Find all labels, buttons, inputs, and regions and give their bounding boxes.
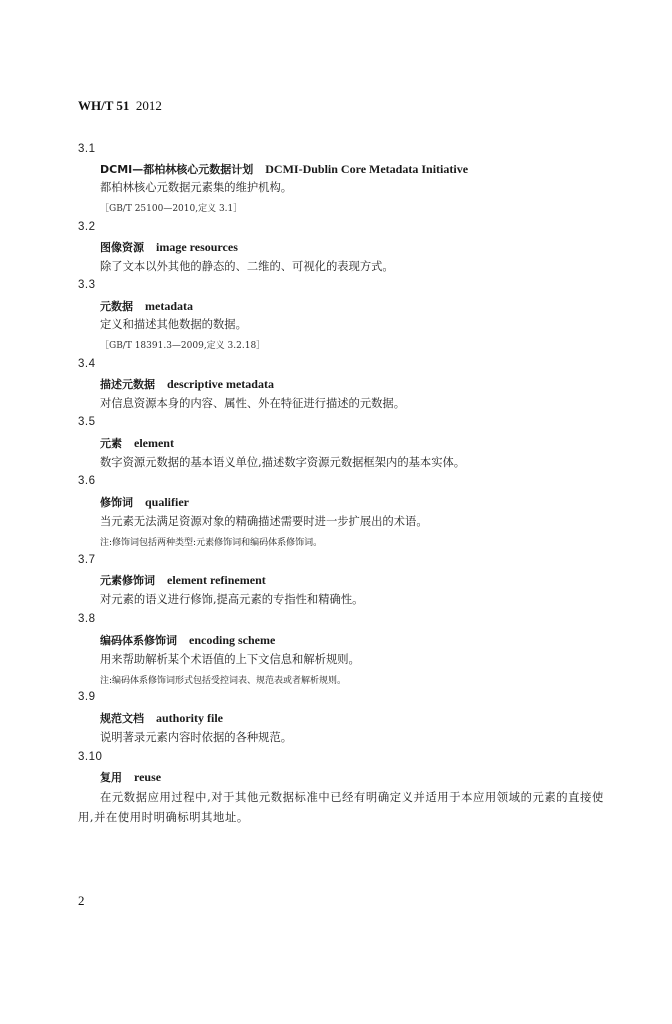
term-heading [100, 299, 193, 314]
term-definition: 定义和描述其他数据的数据。 [100, 318, 247, 331]
term-en: DCMI-Dublin Core Metadata Initiative [265, 162, 469, 176]
term-zh: 描述元数据 [100, 378, 155, 391]
clause-number: 3.8 [78, 613, 96, 625]
term-note: 注:修饰词包括两种类型:元素修饰词和编码体系修饰词。 [100, 538, 323, 548]
term-heading [100, 240, 238, 255]
clause-number: 3.6 [78, 475, 96, 487]
term-heading [100, 711, 223, 726]
page-number: 2 [78, 893, 85, 908]
term-heading [100, 162, 468, 177]
term-source: ［GB/T 25100—2010,定义 3.1］ [100, 204, 243, 214]
term-definition: 当元素无法满足资源对象的精确描述需要时进一步扩展出的术语。 [100, 515, 428, 528]
term-source: ［GB/T 18391.3—2009,定义 3.2.18］ [100, 341, 266, 351]
term-definition: 说明著录元素内容时依据的各种规范。 [100, 731, 293, 744]
term-zh: 元素修饰词 [100, 574, 155, 587]
standard-code: WH/T 51 [78, 98, 130, 113]
term-definition: 用来帮助解析某个术语值的上下文信息和解析规则。 [100, 653, 360, 666]
term-en: descriptive metadata [167, 377, 274, 391]
term-en: element refinement [167, 573, 266, 587]
clause-number: 3.7 [78, 554, 96, 566]
clause-number: 3.2 [78, 221, 96, 233]
term-heading [100, 436, 174, 451]
term-definition: 数字资源元数据的基本语义单位,描述数字资源元数据框架内的基本实体。 [100, 456, 466, 469]
standard-year: 2012 [135, 98, 162, 113]
term-en: qualifier [145, 495, 189, 509]
term-zh: 规范文档 [100, 712, 144, 725]
clause-number: 3.4 [78, 358, 96, 370]
page-header [78, 98, 162, 114]
term-heading [100, 495, 189, 510]
term-en: element [134, 436, 174, 450]
term-en: metadata [145, 299, 193, 313]
term-en: reuse [134, 770, 162, 784]
clause-number: 3.5 [78, 416, 96, 428]
term-zh: 元数据 [100, 300, 133, 313]
clause-number: 3.1 [78, 143, 96, 155]
clause-number: 3.3 [78, 279, 96, 291]
term-note: 注:编码体系修饰词形式包括受控词表、规范表或者解析规则。 [100, 676, 347, 686]
term-zh: 元素 [100, 437, 122, 450]
term-en: image resources [156, 240, 238, 254]
term-heading [100, 377, 274, 392]
term-definition: 在元数据应用过程中,对于其他元数据标准中已经有明确定义并适用于本应用领域的元素的直接使用,并在使用时明确标明其地址。 [78, 791, 604, 824]
term-zh: DCMI—都柏林核心元数据计划 [100, 163, 254, 176]
term-definition: 对元素的语义进行修饰,提高元素的专指性和精确性。 [100, 593, 364, 606]
term-definition: 都柏林核心元数据元素集的维护机构。 [100, 181, 293, 194]
term-heading [100, 770, 161, 785]
term-zh: 图像资源 [100, 241, 144, 254]
term-zh: 编码体系修饰词 [100, 634, 177, 647]
term-en: authority file [156, 711, 223, 725]
term-en: encoding scheme [189, 633, 276, 647]
clause-number: 3.10 [78, 751, 103, 763]
clause-number: 3.9 [78, 691, 96, 703]
term-zh: 复用 [100, 771, 122, 784]
term-heading [100, 573, 266, 588]
term-zh: 修饰词 [100, 496, 133, 509]
term-definition: 对信息资源本身的内容、属性、外在特征进行描述的元数据。 [100, 397, 406, 410]
term-definition: 除了文本以外其他的静态的、二维的、可视化的表现方式。 [100, 260, 394, 273]
term-heading [100, 633, 275, 648]
